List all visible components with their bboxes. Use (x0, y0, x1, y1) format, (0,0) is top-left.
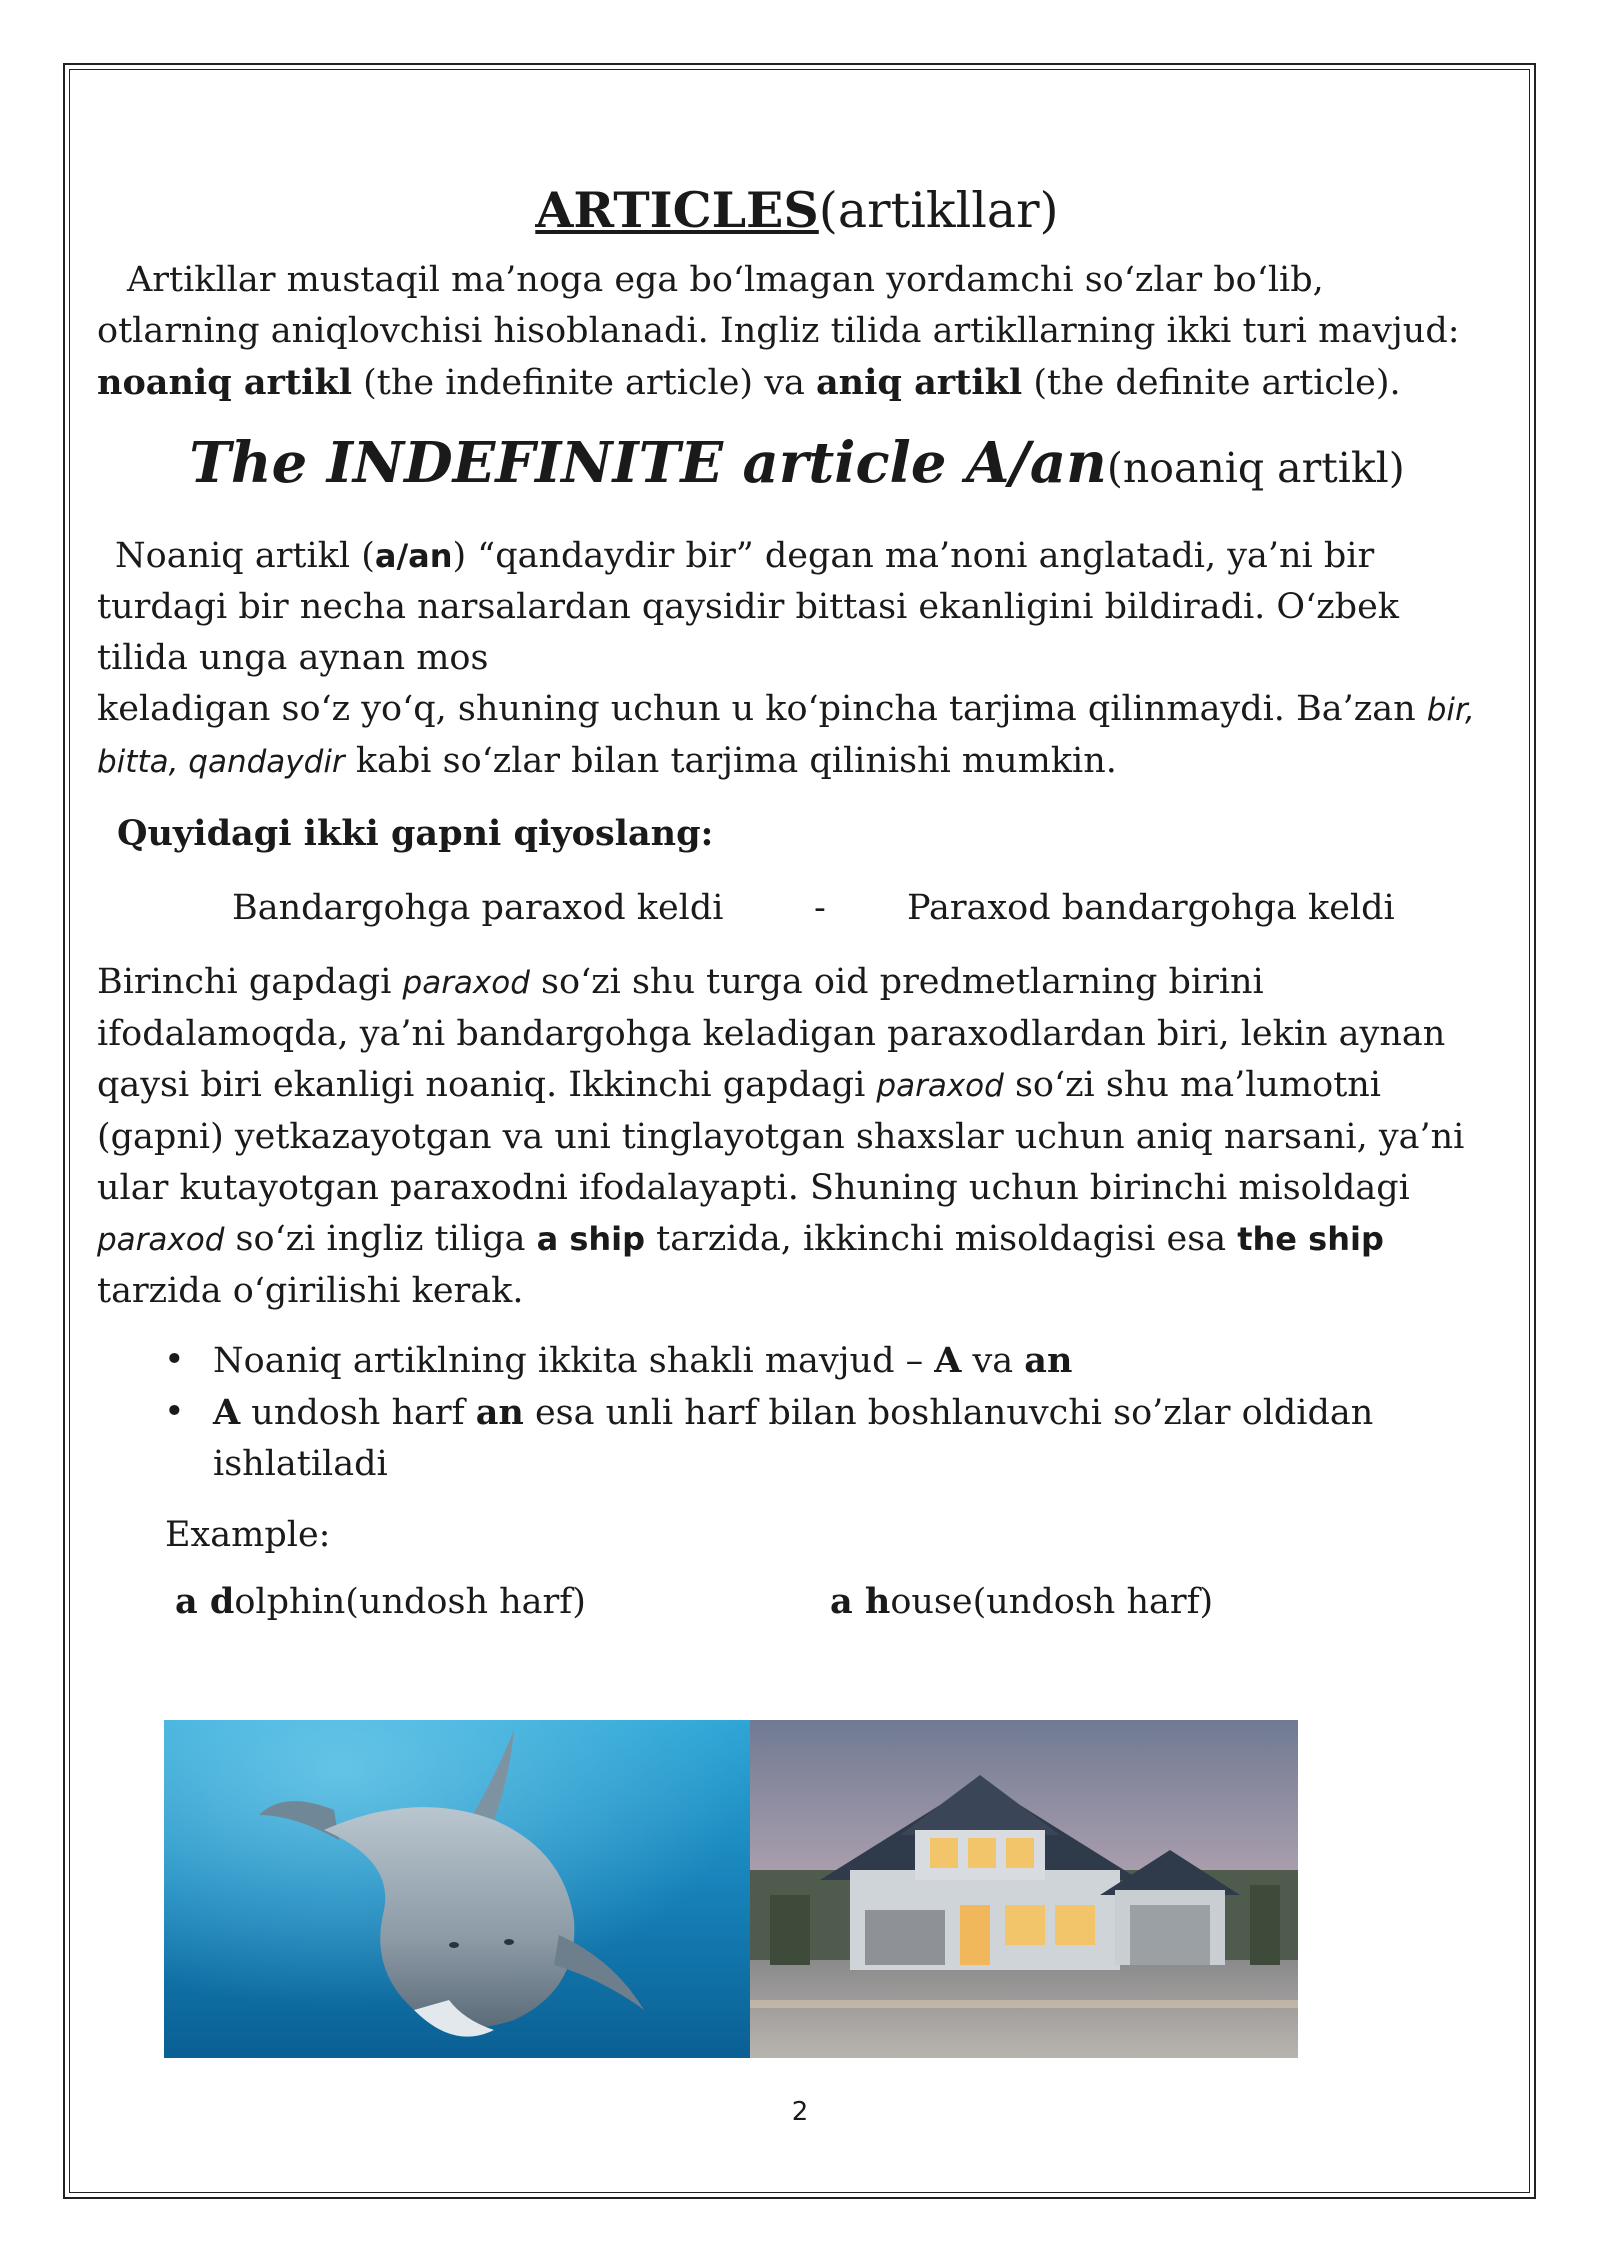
section-heading-sub: (noaniq artikl) (1106, 444, 1405, 492)
para3-l1-italic: paraxod (402, 965, 530, 1001)
compare-row (97, 871, 1497, 947)
example-house (830, 1581, 1213, 1622)
example-dolphin-bold: a d (175, 1581, 235, 1622)
para2-code: a/an (374, 537, 453, 575)
para3-l3-italic: paraxod (876, 1068, 1004, 1104)
bullet-2-bold-an: an (475, 1392, 524, 1433)
bullet-dot-icon: • (164, 1392, 185, 1432)
bullet-2-pre: undosh harf (240, 1393, 476, 1433)
para2-line-4: keladigan so‘z yo‘q, shuning uchun u ko‘pincha tarjima qilinmaydi. Ba’zan (97, 689, 1427, 729)
intro-bold-2: aniq artikl (815, 362, 1023, 403)
para2-post: ) “qandaydir bir” degan ma’noni anglatadi, ya’ni bir (452, 536, 1375, 576)
para2-line-3: tilida unga aynan mos (97, 638, 489, 678)
title-main: ARTICLES (535, 181, 819, 239)
para2-line-4-italic: bir, (1426, 692, 1475, 728)
example-dolphin-rest: olphin(undosh harf) (234, 1582, 586, 1622)
bullet-2-bold-a: A (213, 1392, 241, 1433)
para3-the-ship: the ship (1237, 1220, 1384, 1258)
explanation-paragraph (97, 957, 1497, 1317)
example-house-rest: ouse(undosh harf) (890, 1582, 1214, 1622)
section-heading-main: The INDEFINITE article A/an (189, 430, 1107, 496)
house-image (750, 1720, 1298, 2058)
para3-l1b: so‘zi shu turga oid predmetlarning birini (529, 962, 1264, 1002)
bullet-1-text: Noaniq artiklning ikkita shakli mavjud – (213, 1341, 935, 1381)
bullet-2-post: esa unli harf bilan boshlanuvchi so’zlar oldidan (523, 1393, 1374, 1433)
para3-l1a: Birinchi gapdagi (97, 962, 403, 1002)
example-house-bold: a h (830, 1581, 891, 1622)
bullet-dot-icon: • (164, 1340, 185, 1380)
compare-dash: - (814, 888, 826, 928)
section-heading (97, 425, 1497, 515)
example-row (97, 1565, 1497, 1643)
example-dolphin (175, 1581, 586, 1622)
page-number: 2 (791, 2097, 809, 2127)
compare-left: Bandargohga paraxod keldi (232, 888, 724, 928)
bullet-1-bold-a: A (934, 1340, 962, 1381)
para2-line-5-italic: bitta, qandaydir (97, 744, 345, 780)
bullet-1-mid: va (961, 1341, 1025, 1381)
para3-l6c: tarzida, ikkinchi misoldagisi esa (645, 1219, 1238, 1259)
para3-l2: ifodalamoqda, ya’ni bandargohga keladigan paraxodlardan biri, lekin aynan (97, 1014, 1446, 1054)
dolphin-image (164, 1720, 750, 2058)
bullet-1-bold-an: an (1024, 1340, 1073, 1381)
para2-pre: Noaniq artikl ( (115, 536, 375, 576)
example-label: Example: (165, 1515, 331, 1555)
bullet-item (97, 1335, 1497, 1387)
document-body (97, 180, 1497, 1643)
intro-text-2: (the definite article). (1022, 363, 1401, 403)
para3-l4: (gapni) yetkazayotgan va uni tinglayotgan shaxslar uchun aniq narsani, ya’ni (97, 1117, 1465, 1157)
bullet-list (97, 1335, 1497, 1490)
intro-line-2: otlarning aniqlovchisi hisoblanadi. Ingliz tilida artikllarning ikki turi mavjud: (97, 311, 1460, 351)
para3-l6a: so‘zi ingliz tiliga (224, 1219, 537, 1259)
bullet-item (97, 1387, 1497, 1490)
title-sub: (artikllar) (818, 182, 1059, 239)
definition-paragraph (97, 531, 1497, 788)
intro-line-1: Artikllar mustaqil ma’noga ega bo‘lmagan yordamchi so‘zlar bo‘lib, (127, 260, 1324, 300)
compare-heading: Quyidagi ikki gapni qiyoslang: (117, 813, 714, 854)
para3-l7: tarzida o‘girilishi kerak. (97, 1271, 524, 1311)
para2-line-2: turdagi bir necha narsalardan qaysidir bittasi ekanligini bildiradi. O‘zbek (97, 587, 1400, 627)
intro-text-1: (the indefinite article) va (352, 363, 816, 403)
para3-l3b: so‘zi shu ma’lumotni (1003, 1065, 1382, 1105)
para3-a-ship: a ship (536, 1220, 646, 1258)
compare-right: Paraxod bandargohga keldi (907, 888, 1395, 928)
para3-l6-italic: paraxod (97, 1222, 225, 1258)
bullet-2-line-2: ishlatiladi (213, 1444, 388, 1484)
para2-line-5: kabi so‘zlar bilan tarjima qilinishi mumkin. (344, 741, 1117, 781)
intro-paragraph (97, 255, 1497, 409)
para3-l3a: qaysi biri ekanligi noaniq. Ikkinchi gapdagi (97, 1065, 877, 1105)
intro-bold-1: noaniq artikl (97, 362, 352, 403)
para3-l5: ular kutayotgan paraxodni ifodalayapti. Shuning uchun birinchi misoldagi (97, 1168, 1410, 1208)
page-title (97, 180, 1497, 241)
